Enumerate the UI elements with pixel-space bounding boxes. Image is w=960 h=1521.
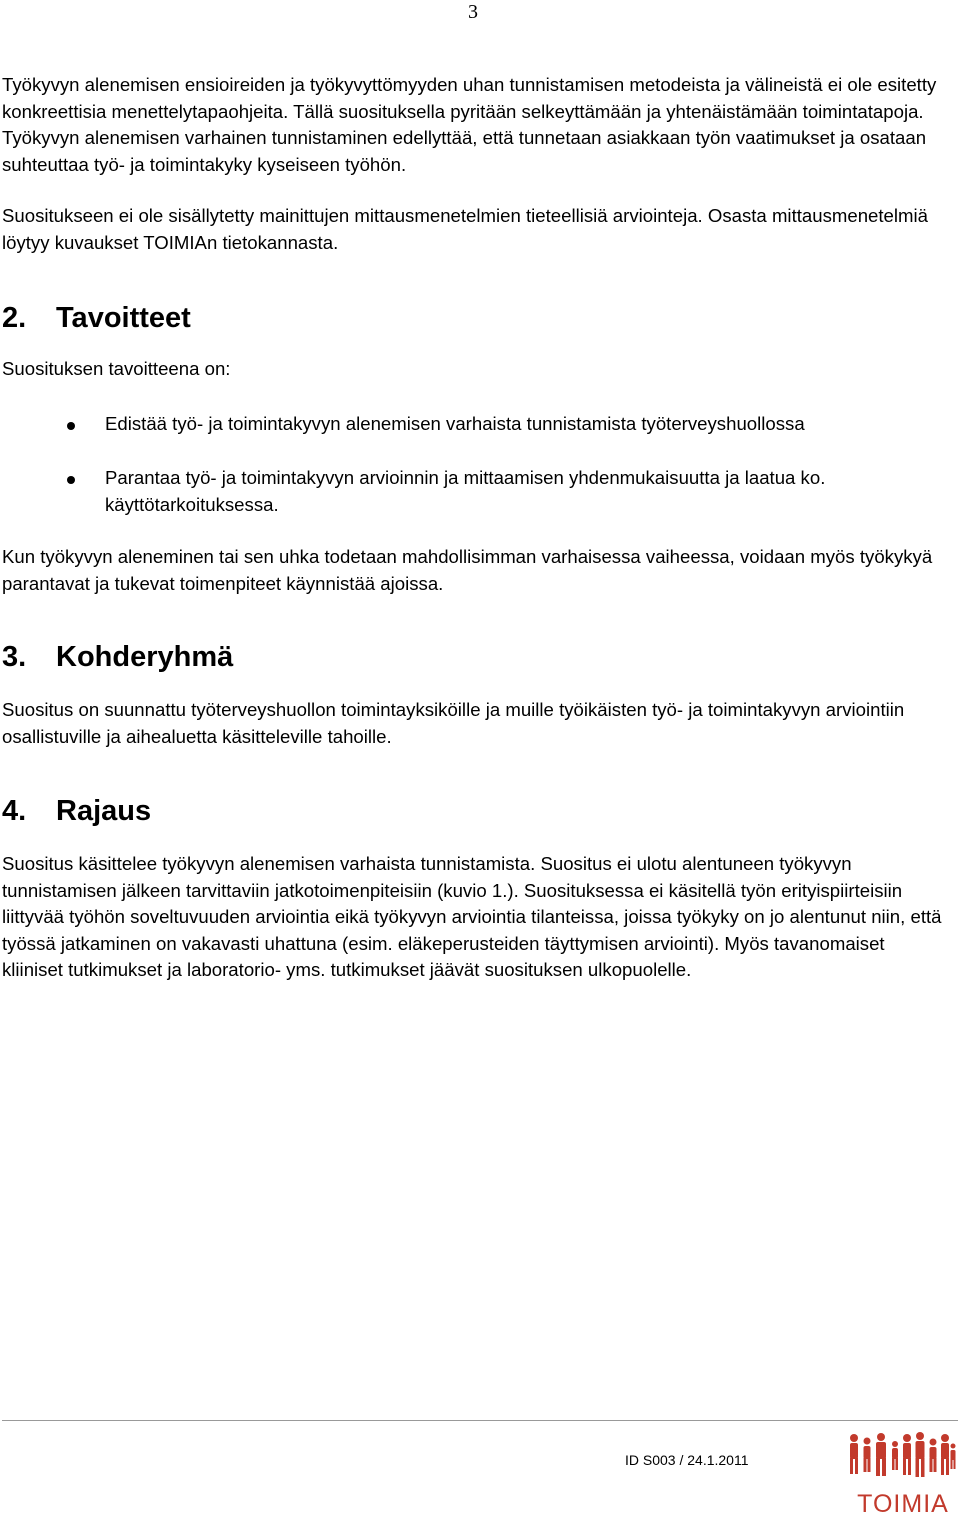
- section-number: 3.: [2, 641, 27, 673]
- list-item-text: Edistää työ- ja toimintakyvyn alenemisen varhaista tunnistamista työterveyshuollossa: [105, 412, 805, 434]
- methods-paragraph: Suositukseen ei ole sisällytetty mainittujen mittausmenetelmien tieteellisiä arviointeja. Osasta mittausmenetelmiä löytyy kuvaukset TOIMIAn tietokannasta.: [2, 205, 928, 253]
- list-item: [2, 411, 950, 438]
- document-body: [2, 72, 950, 984]
- target-group-paragraph: Suositus on suunnattu työterveyshuollon toimintayksiköille ja muille työikäisten työ- ja toimintakyvyn arviointiin osallistuville ja aihealuetta käsitteleville tahoille.: [2, 699, 905, 747]
- list-item-text: Parantaa työ- ja toimintakyvyn arvioinnin ja mittaamisen yhdenmukaisuutta ja laatua ko. käyttötarkoituksessa.: [105, 467, 826, 515]
- section-title: Rajaus: [56, 795, 152, 827]
- section-heading-rajaus: [2, 794, 950, 828]
- scope-paragraph: Suositus käsittelee työkyvyn alenemisen varhaista tunnistamista. Suositus ei ulotu alentuneen työkyvyn tunnistamisen jälkeen tarvittaviin jatkotoimenpiteisiin (kuvio 1.). Suosituksessa ei käsitellä työn erityispiirteisiin liittyvää työhön soveltuvuuden arviointia eikä työkyvyn arviointia tilanteissa, joissa työkyky on jo alentunut niin, että työssä jatkaminen on vakavasti uhattuna (esim. eläkeperusteiden täyttymisen arviointi). Myös tavanomaiset kliiniset tutkimukset ja laboratorio- yms. tutkimukset jäävät suosituksen ulkopuolelle.: [2, 853, 942, 980]
- section-title: Kohderyhmä: [56, 641, 234, 673]
- page-number: 3: [468, 1, 478, 23]
- intro-paragraph: Työkyvyn alenemisen ensioireiden ja työkyvyttömyyden uhan tunnistamisen metodeista ja välineistä ei ole esitetty konkreettisia menettelytapaohjeita. Tällä suosituksella pyritään selkeyttämään ja yhtenäistämään toimintatapoja. Työkyvyn alenemisen varhainen tunnistaminen edellyttää, että tunnetaan asiakkaan työn vaatimukset ja osataan suhteuttaa työ- ja toimintakyky kyseiseen työhön.: [2, 74, 937, 175]
- document-id: ID S003 / 24.1.2011: [625, 1452, 749, 1468]
- toimia-logo: [848, 1432, 958, 1518]
- goals-intro: Suosituksen tavoitteena on:: [2, 358, 231, 379]
- section-heading-kohderyhma: [2, 640, 950, 674]
- people-figures-icon: [848, 1432, 958, 1484]
- footer-divider: [2, 1420, 958, 1421]
- bullet-icon: [67, 476, 75, 484]
- section-title: Tavoitteet: [56, 302, 191, 334]
- bullet-icon: [67, 422, 75, 430]
- list-item: [2, 465, 950, 518]
- section-number: 2.: [2, 302, 27, 334]
- goals-conclusion: Kun työkyvyn aleneminen tai sen uhka todetaan mahdollisimman varhaisessa vaiheessa, voidaan myös työkykyä parantavat ja tukevat toimenpiteet käynnistää ajoissa.: [2, 546, 933, 594]
- goals-list: [2, 411, 950, 519]
- logo-wordmark: TOIMIA: [857, 1490, 949, 1518]
- section-number: 4.: [2, 795, 27, 827]
- section-heading-tavoitteet: [2, 301, 950, 335]
